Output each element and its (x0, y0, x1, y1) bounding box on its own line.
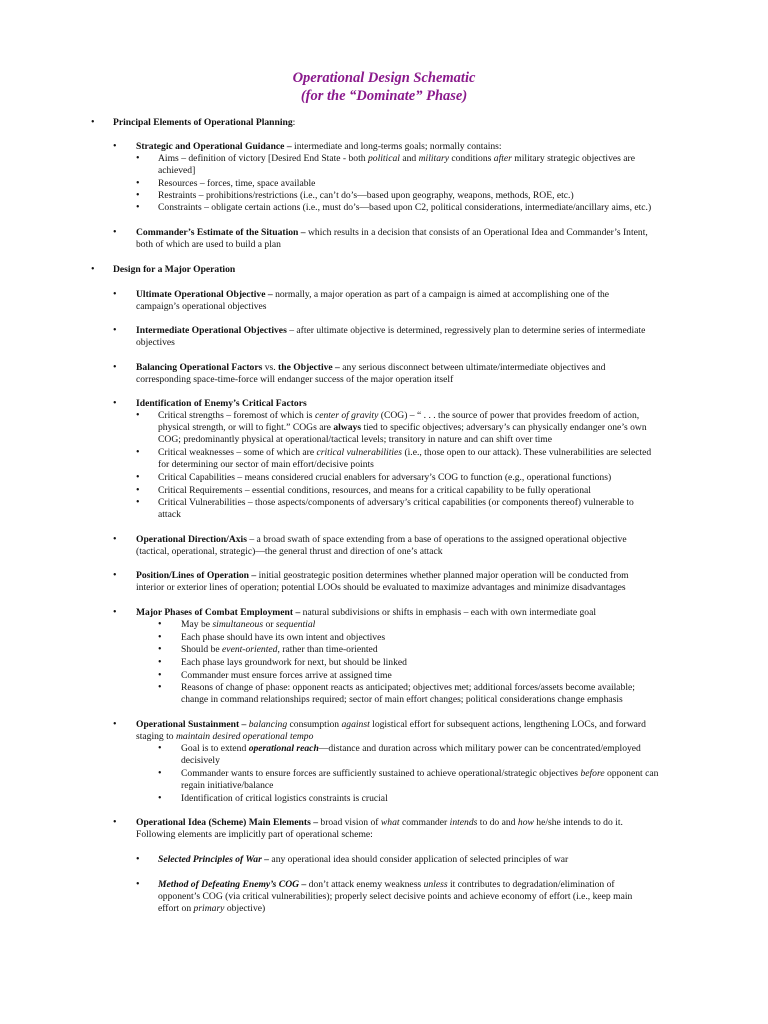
text-segment: broad vision of (318, 817, 381, 828)
text-line (113, 264, 235, 276)
text-line (136, 289, 609, 301)
text-segment: opponent can (604, 768, 659, 779)
text-segment: initial geostrategic position determines whether planned major operation will be conducted from (256, 570, 629, 581)
text-segment: any serious disconnect between ultimate/intermediate objectives and (339, 362, 606, 373)
bullet-icon: • (113, 570, 117, 581)
text-segment: Method of Defeating Enemy’s COG – (158, 879, 307, 890)
text-segment: (COG) – “ . . . the source of power that provides freedom of action, (378, 410, 640, 421)
text-line (136, 719, 646, 731)
text-segment: Balancing Operational Factors (136, 362, 263, 373)
text-segment: commander (399, 817, 450, 828)
text-segment: Ultimate Operational Objective – (136, 289, 273, 300)
text-line (136, 607, 596, 619)
text-line (158, 854, 568, 866)
text-segment: balancing (248, 719, 288, 730)
bullet-icon: • (91, 117, 95, 128)
text-line (158, 485, 591, 497)
text-line (181, 682, 635, 694)
text-segment: consumption (287, 719, 342, 730)
text-segment: objectives (136, 337, 175, 348)
text-segment: any operational idea should consider application of selected principles of war (269, 854, 569, 865)
bullet-icon: • (113, 362, 117, 373)
text-segment: : (292, 117, 296, 128)
text-segment: Critical Vulnerabilities – those aspects/components of adversary’s critical capabilities (or components thereof) vulnerable to (158, 497, 634, 508)
text-segment: normally, a major operation as part of a campaign is aimed at accomplishing one of the (272, 289, 610, 300)
text-segment: —distance and duration across which military power can be concentrated/employed (318, 743, 641, 754)
text-line (136, 227, 648, 239)
bullet-icon: • (136, 202, 140, 213)
text-segment: Restraints – prohibitions/restrictions (i.e., can’t do’s—based upon geography, weapons, methods, ROE, etc.) (158, 190, 574, 201)
text-segment: change in command relationships required; sector of main effort changes; political considerations change emphasis (181, 694, 623, 705)
text-segment: logistical effort for subsequent actions, lengthening LOCs, and forward (369, 719, 646, 730)
text-segment: Principal Elements of Operational Planning (113, 117, 293, 128)
text-segment: tied to specific objectives; adversary’s can physically endanger one’s own (361, 422, 647, 433)
text-line (136, 817, 623, 829)
text-line (158, 422, 647, 434)
bullet-icon: • (113, 719, 117, 730)
bullet-icon: • (113, 607, 117, 618)
text-line (158, 165, 195, 177)
text-segment: sequential (275, 619, 316, 630)
text-segment: Major Phases of Combat Employment – (136, 607, 301, 618)
text-segment: critical vulnerabilities (316, 447, 403, 458)
text-line (181, 657, 407, 669)
text-segment: Identification of critical logistics constraints is crucial (181, 793, 388, 804)
text-segment: Following elements are implicitly part of operational scheme: (136, 829, 373, 840)
text-segment: objective) (224, 903, 266, 914)
bullet-icon: • (136, 472, 140, 483)
text-line (136, 546, 443, 558)
text-segment: Operational Idea (Scheme) Main Elements – (136, 817, 318, 828)
text-segment: – after ultimate objective is determined, regressively plan to determine series of intermediate (286, 325, 646, 336)
text-line (136, 374, 453, 386)
text-segment: Critical Requirements – essential conditions, resources, and means for a critical capability to be fully operational (158, 485, 591, 496)
text-segment: staging to (136, 731, 176, 742)
bullet-icon: • (158, 768, 162, 779)
text-segment: natural subdivisions or shifts in emphasis – each with own intermediate goal (300, 607, 597, 618)
bullet-icon: • (113, 227, 117, 238)
text-line (136, 141, 502, 153)
text-line (158, 434, 552, 446)
text-line (181, 670, 392, 682)
text-line (136, 582, 626, 594)
bullet-icon: • (136, 854, 140, 865)
text-segment: Position/Lines of Operation – (136, 570, 257, 581)
text-segment: the Objective – (278, 362, 340, 373)
text-segment: Commander’s Estimate of the Situation – (136, 227, 306, 238)
bullet-icon: • (158, 632, 162, 643)
bullet-icon: • (158, 619, 162, 630)
text-segment: primary (193, 903, 225, 914)
text-segment: (i.e., those open to our attack). These vulnerabilities are selected (402, 447, 652, 458)
text-segment: for determining our sector of main effort/decisive points (158, 459, 374, 470)
text-segment: , rather than time-oriented (277, 644, 378, 655)
text-segment: both of which are used to build a plan (136, 239, 281, 250)
text-line (158, 891, 632, 903)
bullet-icon: • (136, 190, 140, 201)
text-line (136, 534, 627, 546)
text-segment: Critical weaknesses – some of which are (158, 447, 317, 458)
text-line (181, 619, 315, 631)
text-segment: vs. (262, 362, 279, 373)
bullet-icon: • (113, 289, 117, 300)
text-line (158, 497, 634, 509)
text-line (136, 301, 267, 313)
text-line (181, 644, 378, 656)
text-segment: Should be (181, 644, 223, 655)
bullet-icon: • (136, 153, 140, 164)
text-line (158, 447, 651, 459)
text-segment: what (380, 817, 400, 828)
text-segment: always (333, 422, 362, 433)
text-segment: COG; predominantly physical at operational/tactical levels; transitory in nature and can shift over time (158, 434, 553, 445)
text-segment: corresponding space-time-force will endanger success of the major operation itself (136, 374, 454, 385)
text-segment: Aims – definition of victory [Desired End State - both (158, 153, 368, 164)
text-segment: center of gravity (314, 410, 379, 421)
text-line (158, 903, 265, 915)
text-segment: military strategic objectives are (511, 153, 635, 164)
bullet-icon: • (158, 682, 162, 693)
bullet-icon: • (113, 398, 117, 409)
text-segment: or (263, 619, 276, 630)
document-title: Operational Design Schematic (292, 70, 476, 86)
text-line (113, 117, 295, 129)
text-segment: military (418, 153, 449, 164)
text-segment: Reasons of change of phase: opponent reacts as anticipated; objectives met; additional forces/assets become available; (181, 682, 635, 693)
text-segment: event-oriented (222, 644, 278, 655)
text-segment: interior or exterior lines of operation; potential LOOs should be evaluated to maximize advantages and minimize disadvantages (136, 582, 626, 593)
bullet-icon: • (91, 264, 95, 275)
text-line (158, 459, 374, 471)
bullet-icon: • (158, 644, 162, 655)
text-segment: Intermediate Operational Objectives (136, 325, 287, 336)
text-segment: unless (423, 879, 448, 890)
text-segment: against (341, 719, 370, 730)
bullet-icon: • (158, 743, 162, 754)
text-line (181, 768, 658, 780)
text-line (181, 694, 623, 706)
text-segment: to do and (477, 817, 518, 828)
text-line (136, 829, 373, 841)
text-line (136, 239, 281, 251)
text-segment: Commander wants to ensure forces are sufficiently sustained to achieve operational/strategic objectives (181, 768, 581, 779)
text-line (158, 190, 574, 202)
bullet-icon: • (136, 178, 140, 189)
bullet-icon: • (113, 325, 117, 336)
text-segment: he/she intends to do it. (533, 817, 623, 828)
text-line (181, 632, 385, 644)
text-line (181, 743, 641, 755)
text-segment: Each phase should have its own intent and objectives (181, 632, 386, 643)
text-line (158, 472, 611, 484)
text-segment: decisively (181, 755, 220, 766)
text-segment: Each phase lays groundwork for next, but should be linked (181, 657, 407, 668)
document-subtitle: (for the “Dominate” Phase) (300, 88, 468, 104)
bullet-icon: • (136, 879, 140, 890)
text-segment: Resources – forces, time, space available (158, 178, 316, 189)
text-segment: how (517, 817, 534, 828)
text-segment: Design for a Major Operation (113, 264, 236, 275)
text-segment: campaign’s operational objectives (136, 301, 267, 312)
text-segment: Goal is to extend (181, 743, 249, 754)
text-line (158, 202, 651, 214)
text-segment: physical strength, or will to fight.” COGs are (158, 422, 334, 433)
text-segment: Critical Capabilities – means considered crucial enablers for adversary’s COG to function (e.g., operational functions) (158, 472, 612, 483)
text-line (158, 509, 181, 521)
text-segment: it contributes to degradation/elimination of (447, 879, 615, 890)
text-segment: – a broad swath of space extending from a base of operations to the assigned operational objective (246, 534, 627, 545)
bullet-icon: • (113, 817, 117, 828)
text-line (136, 325, 645, 337)
text-line (158, 178, 315, 190)
text-segment: Strategic and Operational Guidance – (136, 141, 292, 152)
text-segment: operational reach (248, 743, 319, 754)
text-segment: Constraints – obligate certain actions (i.e., must do’s—based upon C2, political considerations, intermediate/ancillary aims, etc.) (158, 202, 652, 213)
bullet-icon: • (158, 657, 162, 668)
bullet-icon: • (113, 141, 117, 152)
text-segment: (tactical, operational, strategic)—the general thrust and direction of one’s attack (136, 546, 443, 557)
bullet-icon: • (158, 670, 162, 681)
bullet-icon: • (136, 410, 140, 421)
text-segment: attack (158, 509, 181, 520)
text-segment: Operational Sustainment – (136, 719, 247, 730)
text-segment: May be (181, 619, 213, 630)
text-line (136, 570, 629, 582)
text-line (158, 153, 635, 165)
text-line (181, 793, 388, 805)
text-line (136, 337, 175, 349)
text-segment: simultaneous (212, 619, 264, 630)
text-segment: maintain desired operational tempo (175, 731, 314, 742)
text-line (181, 780, 273, 792)
text-segment: intermediate and long-terms goals; normally contains: (291, 141, 502, 152)
bullet-icon: • (136, 497, 140, 508)
text-segment: which results in a decision that consists of an Operational Idea and Commander’s Intent, (305, 227, 648, 238)
text-segment: after (493, 153, 512, 164)
bullet-icon: • (136, 447, 140, 458)
text-segment: opponent’s COG (via critical vulnerabilities); properly select decisive points and achieve economy of effort (i.e., keep main (158, 891, 633, 902)
text-line (136, 731, 313, 743)
text-segment: Commander must ensure forces arrive at assigned time (181, 670, 392, 681)
text-segment: before (580, 768, 605, 779)
text-segment: effort on (158, 903, 194, 914)
bullet-icon: • (136, 485, 140, 496)
text-segment: intends (449, 817, 478, 828)
text-segment: achieved] (158, 165, 196, 176)
text-segment: Identification of Enemy’s Critical Factors (136, 398, 307, 409)
text-line (136, 362, 605, 374)
text-line (158, 879, 615, 891)
text-segment: Selected Principles of War – (158, 854, 270, 865)
bullet-icon: • (113, 534, 117, 545)
text-segment: don’t attack enemy weakness (306, 879, 424, 890)
text-segment: regain initiative/balance (181, 780, 274, 791)
text-segment: Operational Direction/Axis (136, 534, 247, 545)
bullet-icon: • (158, 793, 162, 804)
text-segment: Critical strengths – foremost of which is (158, 410, 315, 421)
text-segment: and (399, 153, 419, 164)
text-segment: conditions (449, 153, 494, 164)
text-line (136, 398, 307, 410)
text-line (181, 755, 220, 767)
text-segment: political (367, 153, 400, 164)
text-line (158, 410, 639, 422)
